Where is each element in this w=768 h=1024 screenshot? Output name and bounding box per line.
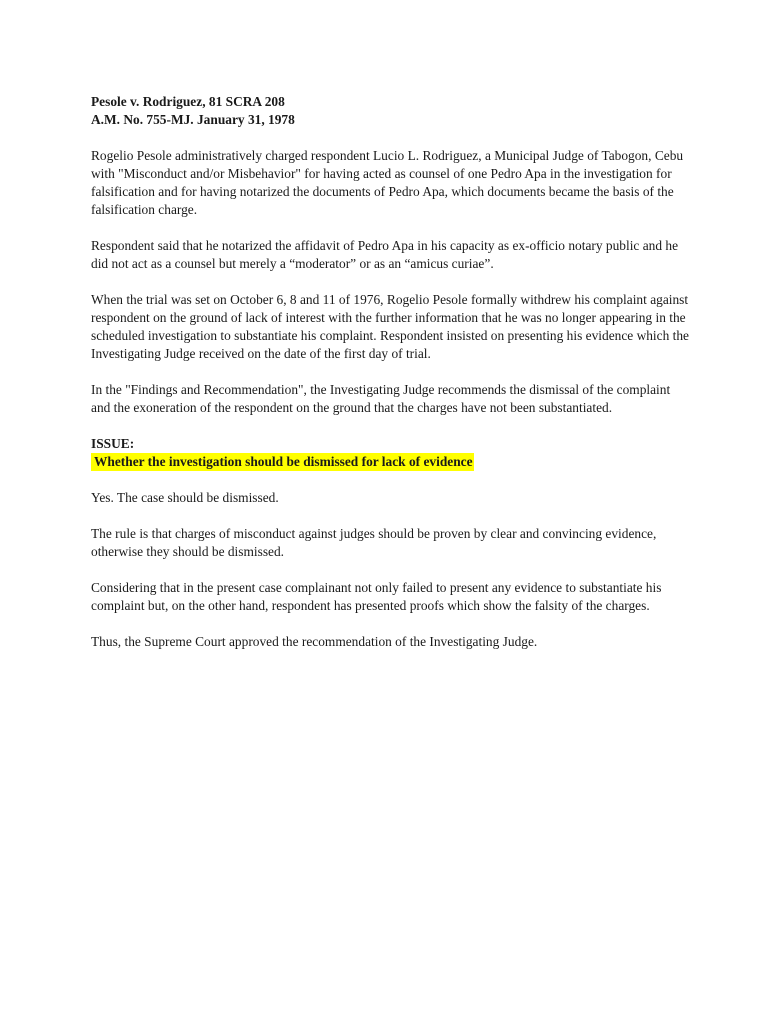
ruling-paragraph-4: Thus, the Supreme Court approved the recommendation of the Investigating Judge. bbox=[91, 634, 538, 649]
issue-question-line bbox=[91, 453, 691, 471]
document-content bbox=[91, 93, 691, 669]
issue-heading: ISSUE: bbox=[91, 436, 135, 451]
spacer bbox=[91, 471, 691, 489]
spacer bbox=[91, 129, 691, 147]
case-number: A.M. No. 755-MJ. January 31, 1978 bbox=[91, 112, 295, 127]
ruling-paragraph-1: Yes. The case should be dismissed. bbox=[91, 490, 279, 505]
issue-question: Whether the investigation should be dismissed for lack of evidence bbox=[91, 453, 474, 471]
facts-paragraph-3: When the trial was set on October 6, 8 and 11 of 1976, Rogelio Pesole formally withdrew his complaint against respondent on the ground of lack of interest with the further information that he was no longer appearing in the scheduled investigation to substantiate his complaint. Respondent insisted on presenting his evidence which the Investigating Judge received on the date of the first day of trial. bbox=[91, 292, 690, 361]
ruling-paragraph-2: The rule is that charges of misconduct against judges should be proven by clear and convincing evidence, otherwise they should be dismissed. bbox=[91, 526, 657, 559]
facts-paragraph-2: Respondent said that he notarized the affidavit of Pedro Apa in his capacity as ex-officio notary public and he did not act as a counsel but merely a “moderator” or as an “amicus curiae”. bbox=[91, 238, 679, 271]
case-title: Pesole v. Rodriguez, 81 SCRA 208 bbox=[91, 94, 285, 109]
facts-paragraph-4: In the "Findings and Recommendation", the Investigating Judge recommends the dismissal of the complaint and the exoneration of the respondent on the ground that the charges have not been substantiated. bbox=[91, 382, 671, 415]
facts-paragraph-1: Rogelio Pesole administratively charged respondent Lucio L. Rodriguez, a Municipal Judge of Tabogon, Cebu with "Misconduct and/or Misbehavior" for having acted as counsel of one Pedro Apa in the investigation for falsification and for having notarized the documents of Pedro Apa, which documents became the basis of the falsification charge. bbox=[91, 148, 684, 217]
ruling-paragraph-3: Considering that in the present case complainant not only failed to present any evidence to substantiate his complaint but, on the other hand, respondent has presented proofs which show the falsity of the charges. bbox=[91, 580, 662, 613]
